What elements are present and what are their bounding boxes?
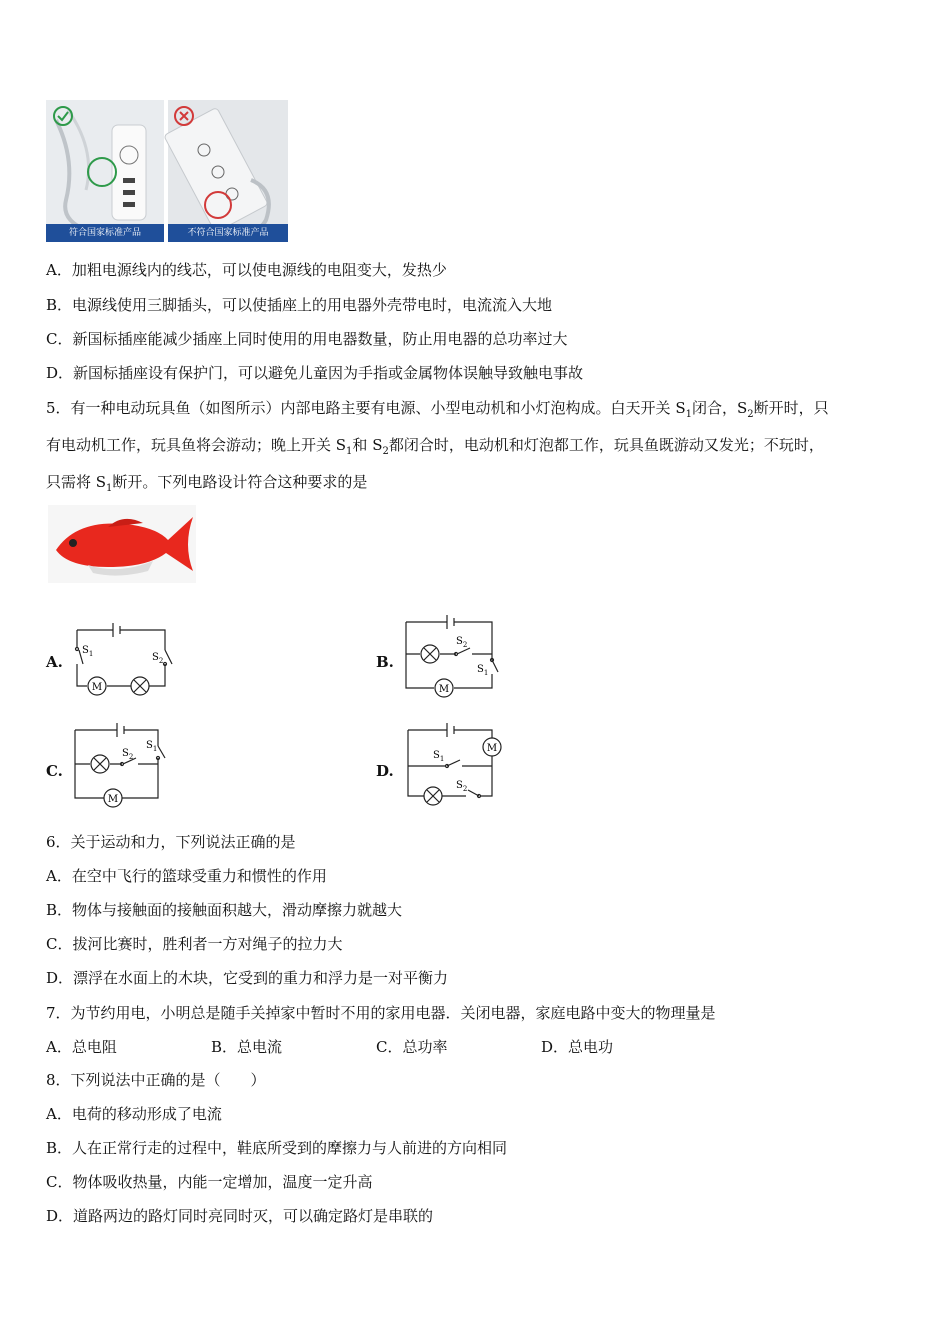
- q4-option-b: B．电源线使用三脚插头，可以使插座上的用电器外壳带电时，电流流入大地: [46, 296, 553, 314]
- svg-text:S1: $S_1$: [477, 664, 489, 677]
- choice-b-label: B.: [376, 653, 394, 671]
- q7-option-b: B．总电流: [211, 1038, 283, 1056]
- svg-text:M: M: [438, 684, 450, 695]
- svg-text:S2: $S_2$: [122, 748, 134, 761]
- q8-option-d: D．道路两边的路灯同时亮同时灭，可以确定路灯是串联的: [46, 1207, 434, 1225]
- q4-option-c: C．新国标插座能减少插座上同时使用的用电器数量，防止用电器的总功率过大: [46, 330, 568, 348]
- left-caption: 符合国家标准产品: [68, 228, 141, 238]
- q8-stem: 8．下列说法中正确的是（ ）: [46, 1071, 266, 1089]
- choice-a-label: A.: [46, 653, 63, 671]
- q7-option-a: A．总电阻: [46, 1038, 117, 1056]
- choice-d-label: D.: [376, 762, 394, 780]
- choice-c-label: C.: [46, 762, 63, 780]
- svg-text:S2: $S_2$: [456, 780, 468, 793]
- svg-text:S1: $S_1$: [433, 750, 445, 763]
- q6-option-a: A．在空中飞行的篮球受重力和惯性的作用: [46, 867, 327, 885]
- svg-text:M: M: [107, 794, 119, 805]
- q8-option-a: A．电荷的移动形成了电流: [46, 1105, 222, 1123]
- right-caption: 不符合国家标准产品: [187, 228, 269, 238]
- circuit-b: [400, 612, 500, 700]
- svg-text:S2: $S_2$: [456, 636, 468, 649]
- circuit-d: [400, 720, 510, 808]
- svg-text:S1: $S_1$: [146, 740, 158, 753]
- toy-fish-illustration: [48, 505, 196, 583]
- q6-option-d: D．漂浮在水面上的木块，它受到的重力和浮力是一对平衡力: [46, 969, 449, 987]
- q6-stem: 6．关于运动和力，下列说法正确的是: [46, 833, 296, 851]
- q5-stem-line1: 5．有一种电动玩具鱼（如图所示）内部电路主要有电源、小型电动机和小灯泡构成。白天开关 $S_1$闭合，$S_2$断开时，只: [46, 399, 829, 420]
- q5-stem-line2: 有电动机工作，玩具鱼将会游动；晚上开关 $S_1$和 $S_2$都闭合时，电动机和灯泡都工作，玩具鱼既游动又发光；不玩时，: [46, 436, 824, 457]
- power-strip-illustration: [46, 100, 288, 242]
- power-strip-photos: [46, 100, 288, 242]
- q5-stem-line3: 只需将 $S_1$断开。下列电路设计符合这种要求的是: [46, 473, 368, 494]
- q4-option-d: D．新国标插座设有保护门，可以避免儿童因为手指或金属物体误触导致触电事故: [46, 364, 584, 382]
- q4-option-a: A．加粗电源线内的线芯，可以使电源线的电阻变大，发热少: [46, 261, 447, 279]
- q6-option-c: C．拔河比赛时，胜利者一方对绳子的拉力大: [46, 935, 343, 953]
- svg-text:S2: $S_2$: [152, 652, 164, 665]
- motor-symbol: M: [91, 682, 103, 693]
- q6-option-b: B．物体与接触面的接触面积越大，滑动摩擦力就越大: [46, 901, 403, 919]
- circuit-a: [70, 620, 180, 700]
- svg-text:S1: $S_1$: [82, 645, 94, 658]
- q7-option-d: D．总电功: [541, 1038, 614, 1056]
- q8-option-b: B．人在正常行走的过程中，鞋底所受到的摩擦力与人前进的方向相同: [46, 1139, 508, 1157]
- circuit-c: [70, 720, 170, 808]
- q7-stem: 7．为节约用电，小明总是随手关掉家中暂时不用的家用电器．关闭电器，家庭电路中变大的物理量是: [46, 1004, 716, 1022]
- toy-fish-photo: [48, 505, 196, 583]
- q8-option-c: C．物体吸收热量，内能一定增加，温度一定升高: [46, 1173, 373, 1191]
- svg-text:M: M: [486, 743, 498, 754]
- q7-option-c: C．总功率: [376, 1038, 448, 1056]
